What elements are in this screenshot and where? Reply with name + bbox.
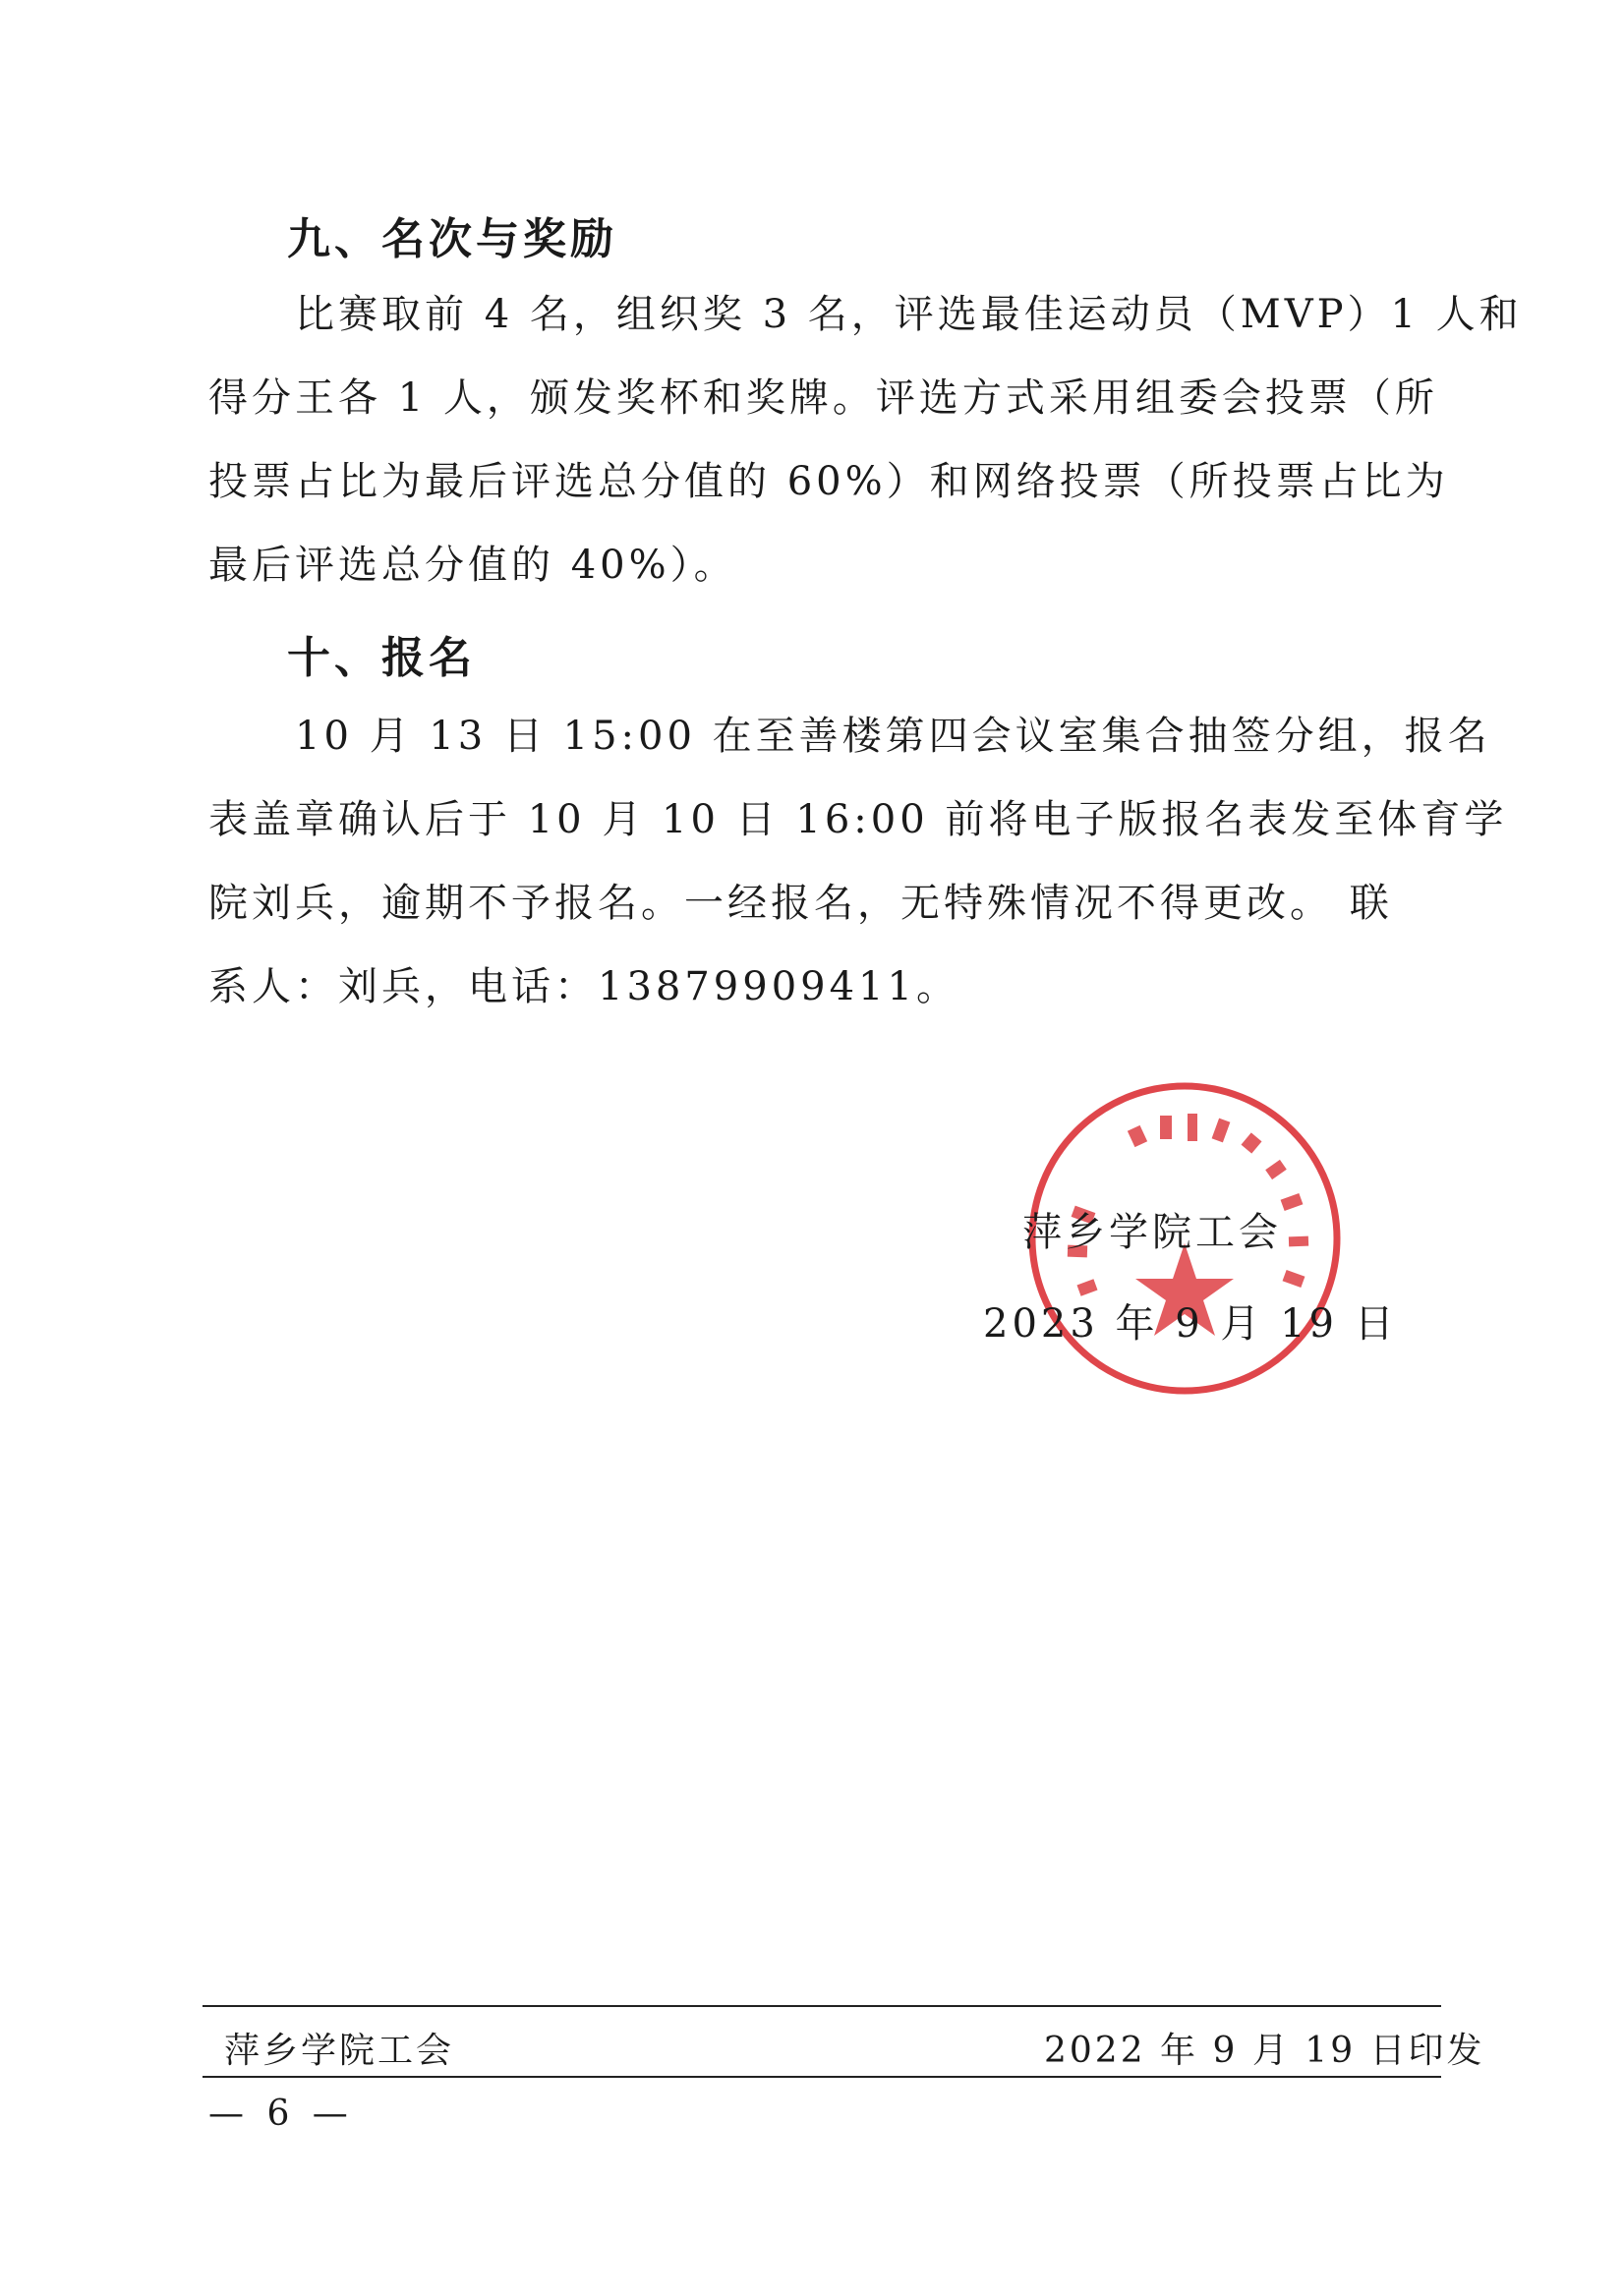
paragraph-line: 投票占比为最后评选总分值的 60%）和网络投票（所投票占比为 (208, 459, 1449, 504)
page-number: — 6 — (208, 2094, 354, 2134)
paragraph-line: 系人：刘兵，电话：13879909411。 (208, 964, 959, 1009)
signature-org: 萍乡学院工会 (1022, 1210, 1282, 1255)
footer-issuer: 萍乡学院工会 (224, 2031, 455, 2071)
paragraph-line: 最后评选总分值的 40%）。 (208, 543, 737, 588)
paragraph-line: 得分王各 1 人，颁发奖杯和奖牌。评选方式采用组委会投票（所 (208, 375, 1438, 421)
paragraph-registration (208, 695, 1508, 1029)
section-heading-awards: 九、名次与奖励 (287, 214, 617, 264)
footer-top-rule (203, 2005, 1441, 2007)
footer-issue-date: 2022 年 9 月 19 日印发 (1044, 2031, 1485, 2071)
paragraph-awards (208, 273, 1523, 607)
paragraph-line: 表盖章确认后于 10 月 10 日 16:00 前将电子版报名表发至体育学 (208, 797, 1508, 842)
section-heading-registration: 十、报名 (287, 633, 476, 683)
paragraph-line: 院刘兵，逾期不予报名。一经报名，无特殊情况不得更改。 联 (208, 881, 1393, 926)
footer-bottom-rule (203, 2076, 1441, 2078)
paragraph-line: 比赛取前 4 名，组织奖 3 名，评选最佳运动员（MVP）1 人和 (295, 292, 1523, 337)
paragraph-line: 10 月 13 日 15:00 在至善楼第四会议室集合抽签分组，报名 (295, 714, 1491, 759)
signature-date: 2023 年 9 月 19 日 (983, 1301, 1398, 1347)
